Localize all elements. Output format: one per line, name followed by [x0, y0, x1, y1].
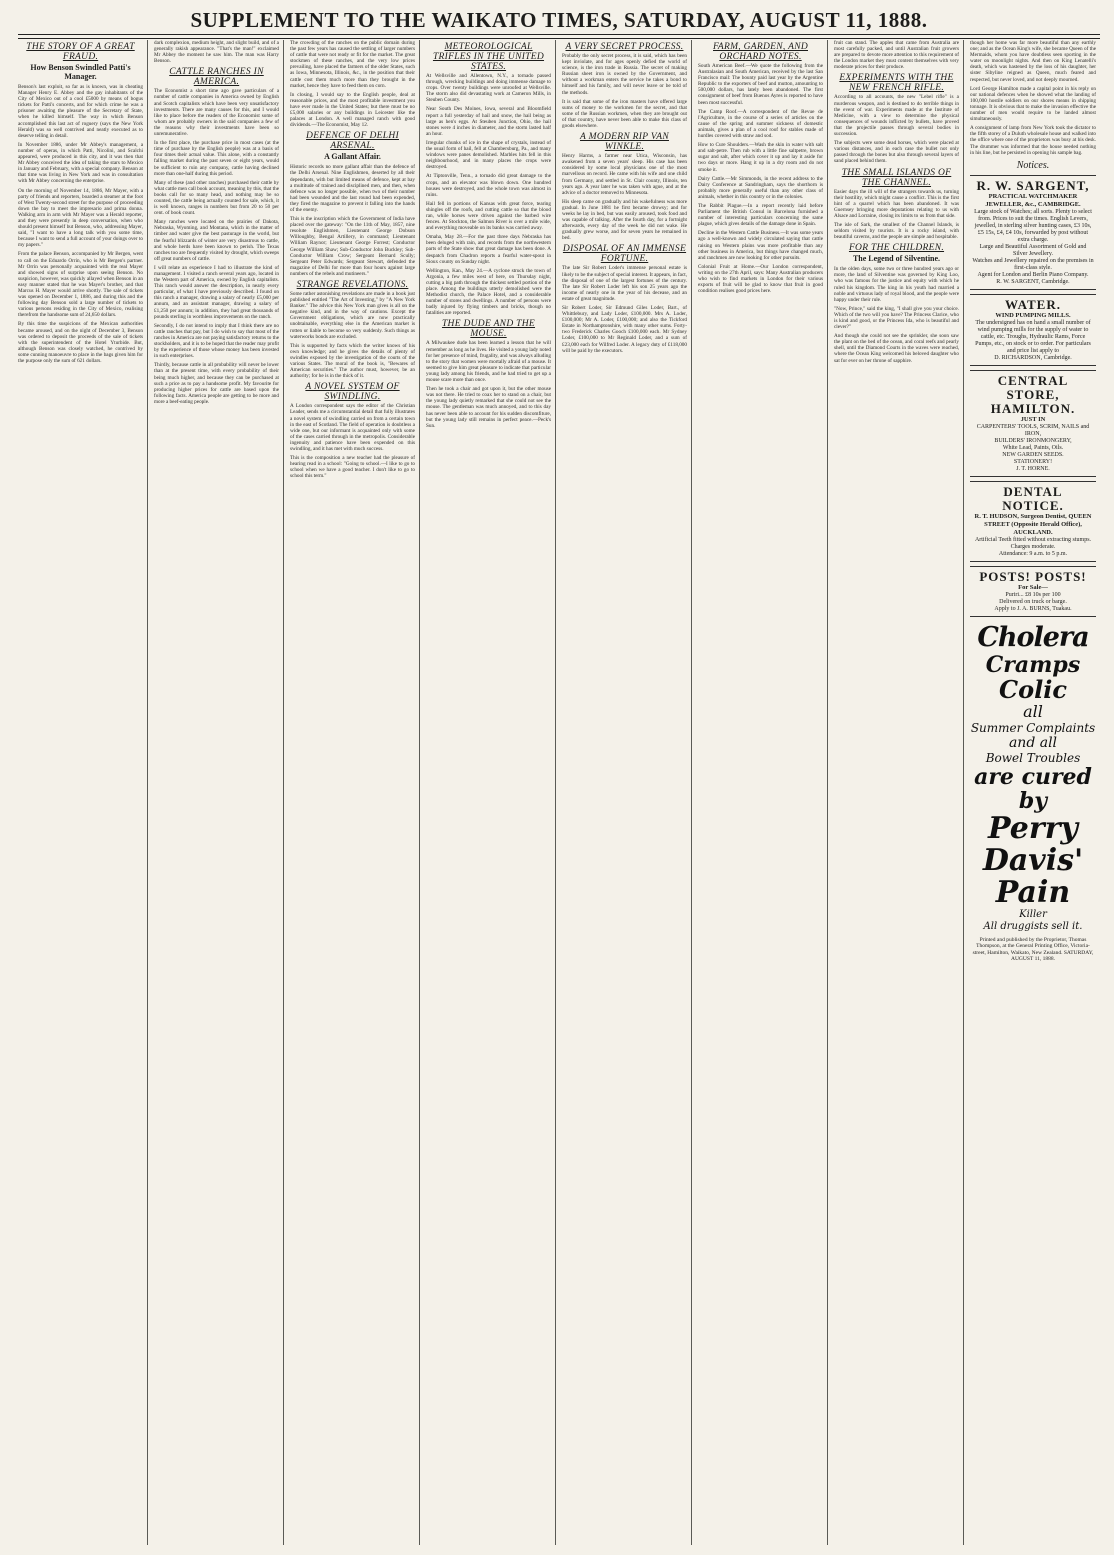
article-paragraph: Easier days the ill will of the strangers towards us, turning their hostility, which might cause a conflict. This is the first hint of a quarrel which has been abandoned. It was Guernsey bringing more deputations relating to us with Alsace and Lorraine, closing its limits to us from that side. — [834, 188, 959, 219]
ad-display-line: All druggists sell it. — [983, 920, 1083, 932]
ad-line: White Lead, Paints, Oils. — [1002, 444, 1064, 451]
article-paragraph: Irregular chunks of ice in the shape of crystals, instead of the usual form of hail, fell at Chambersburg, Pa., and many windows were panes demolished. Marbles hits fell in this neighbourhood, and in many places the crops were destroyed. — [426, 139, 551, 171]
ad-display-line: Pain — [995, 874, 1071, 910]
article-title: THE SMALL ISLANDS OF THE CHANNEL. — [841, 167, 952, 188]
article-paragraph: Omaha, May 28.—For the past three days Nebraska has been deluged with rain, and records from the northwestern parts of the State show that great damage has been done. A despatch from Chadron reports a fearful water-spout in Sioux county on Sunday night. — [426, 234, 551, 265]
advertisement — [970, 175, 1096, 290]
ad-line: J. T. HORNE. — [1016, 465, 1050, 472]
column-8 — [970, 40, 1100, 1545]
article-paragraph: though her home was far more beautiful than any earthly one; and as the Ocean King's wife, she became Queen of the Mermaids, whom you have doubtless seen sporting in the water on moonlight nights. And then on King Lenatelli's death, which was hastened by the loss of his daughter, her sister Sibyline reigned as Queen, much feared and respected, but never loved, and not deeply mourned. — [970, 40, 1096, 83]
article-paragraph: Many of these (and other ranches) purchased their cattle by what cattle men call book account, meaning by this, that the books call for so many head, and nothing may be so counted, the cattle being actually counted for sale, which, it is well known, ranges in numbers but from 20 to 50 per cent. of book count. — [154, 179, 279, 217]
article-title: A NOVEL SYSTEM OF SWINDLING. — [305, 382, 400, 403]
column-7 — [834, 40, 964, 1545]
column-1 — [18, 40, 148, 1545]
article-paragraph: Colonial Fruit at Home.—Our London correspondent, writing on the 27th April, says: Many Australian producers who wish to find markets in London for their various exports of fruit will be glad to know that fruit in good condition realises good prices here. — [698, 263, 823, 295]
article-title: EXPERIMENTS WITH THE NEW FRENCH RIFLE. — [839, 73, 954, 94]
masthead — [18, 6, 1100, 35]
imprint: Printed and published by the Proprietor, Thomas Thompson, at the General Printing Office, Victoria-street, Hamilton, Waikato, New Zealand. SATURDAY, AUGUST 11, 1888. — [972, 936, 1094, 963]
masthead-rule — [18, 38, 1100, 39]
article-paragraph: The late Sir Robert Loder's immense personal estate is likely to be the subject of special interest. It appears, in fact, the disposal of one of the largest fortunes of the century. The late Sir Robert Loder left his son 25 years ago the income of nearly one in the year of his decease, and an estate of great magnitude. — [562, 265, 687, 302]
article-paragraph: At Wellsville and Allentown, N.Y., a tornado passed through, wrecking buildings and doing immense damage to crops. Over twenty buildings were unroofed at Wellsville. The storm also did devastating work at Cameron Mills, in Steuben County. — [426, 73, 551, 104]
ad-title: DENTAL NOTICE. — [1002, 483, 1064, 513]
article-title: FOR THE CHILDREN. — [848, 243, 945, 254]
article-paragraph: The Camp Roof.—A correspondent of the Revue de l'Agriculture, in the course of a series of articles on the cause of the spring and summer sickness of domestic animals, gives a plan of a cool roof for stables made of hurdles covered with straw and sod. — [698, 108, 823, 140]
ad-title: WATER. — [1005, 296, 1061, 312]
advertisement — [970, 294, 1096, 366]
ad-display-line: Killer — [1019, 908, 1047, 920]
article-title: THE DUDE AND THE MOUSE. — [441, 319, 536, 340]
columns — [18, 40, 1100, 1545]
article-paragraph: The Rabbit Plague.—In a report recently laid before Parliament the British Consul in Barcelona furnished a number of interesting particulars concerning the same plague, which gives details of the damage done in Spain. — [698, 202, 823, 228]
ad-line: Large stock of Watches; all sorts. Plenty to select from. Prices to suit the times. English Levers, jewelled, in sterling silver hunting cases, £3 10s, £5 15s, £4, £4 10s, forwarded by post without extra charge. — [974, 208, 1092, 243]
ad-line: D. RICHARDSON, Cambridge. — [994, 354, 1072, 361]
article-paragraph: This is the composition a new teacher had the pleasure of hearing read in a school: "Going to school.—I like to go to school when we have a good teacher. I don't like to go to school this term." — [290, 455, 415, 480]
article-paragraph: By this time the suspicions of the Mexican authorities became aroused, and on the night of December 3, Benson was ordered to deposit the proceeds of the sale of tickets with the superintendent of the Hotel Yturbide. But, although Benson was closely watched, he contrived by some cunning manoeuvre to place in the bags given him for the purpose only the sum of 621 dollars. — [18, 321, 143, 365]
article-title: DEFENCE OF DELHI ARSENAL. — [306, 131, 399, 152]
article-paragraph: According to all accounts, the new "Lebel rifle" is a murderous weapon, and is destined to do terrible things in the event of war. Experiments made at the Institute of Medicine, with a view to determine the physical consequences of wounds inflicted by bullets, have proved that the projectile passes through several bodies in succession. — [834, 94, 959, 138]
advertisement — [970, 566, 1096, 617]
article-paragraph: Hail fell in portions of Kansas with great force, tearing shingles off the roofs, and cutting cattle so that the blood ran, while horses were driven against the barbed wire fences. At Stockton, the Salmon River is over a mile wide, and everything moveable on its banks was carried away. — [426, 200, 551, 232]
advertisement — [970, 481, 1096, 562]
article-subtitle: A Gallant Affair. — [324, 152, 381, 162]
column-5 — [562, 40, 692, 1545]
ad-line: STATIONERY! — [1013, 458, 1053, 465]
article-paragraph: At Tiptonville, Tenn., a tornado did great damage to the crops, and an elevator was blown down. One hundred houses were destroyed, and the whole town was almost in ruins. — [426, 173, 551, 198]
ad-display-line: Summer Complaints — [970, 720, 1096, 735]
ad-title: CENTRAL STORE, HAMILTON. — [990, 372, 1076, 416]
article-paragraph: A Milwaukee dude has been learned a lesson that he will remember as long as he lives. He visited a young lady noted for her presence of mind, frugality, and was always alluding to the story that women were mortally afraid of a mouse. It seemed to give him great pleasure to indicate that particular young lady among his friends, and he had tried to get up a mouse scare more than once. — [426, 340, 551, 384]
ad-line: Delivered on truck or barge. — [999, 598, 1067, 605]
article-paragraph: This is supported by facts which the writer knows of his own knowledge; and he gives the details of plenty of swindles exposed by the investigation of the courts of the various States. The moral of the book is, "Bewares of American securities." The author must, however, be an authority; for he is in the thick of it. — [290, 342, 415, 380]
ad-subtitle: R. T. HUDSON, Surgeon Dentist, QUEEN STREET (Opposite Herald Office), AUCKLAND. — [974, 512, 1092, 536]
article-title: METEOROLOGICAL TRIFLES IN THE UNITED STATES. — [432, 42, 545, 72]
article-paragraph: In the first place, the purchase price in most cases (at the time of purchase by the English people) was at a basis of four times their actual value. This alone, with a constantly falling market during the past seven or eight years, would be sufficient to ruin any company, cattle having declined more than one-half during this period. — [154, 140, 279, 177]
article-paragraph: I will relate an experience I had to illustrate the kind of management. I visited a ranch several years ago, located in the Western part of America, owned by English capitalists. This ranch would answer the description, in nearly every particular, of what I have previously described. I found on this ranch a manager, drawing a salary of nearly £5,000 per annum, and an assistant manager, drawing a salary of £1,250 per annum; in addition, they had great thousands of pounds sterling in worthless improvements on the ranch. — [154, 264, 279, 320]
ad-display-line: Cramps — [985, 651, 1081, 678]
ad-line: BUILDERS' IRONMONGERY, — [994, 437, 1072, 444]
article-paragraph: The subjects were some dead horses, which were placed at various distances, and in each case the bullet not only passed through the bones but also through several layers of sand placed behind them. — [834, 140, 959, 165]
article-paragraph: Historic records no more gallant affair than the defence of the Delhi Arsenal. Nine Englishmen, deserted by all their dependants, with but limited means of defence, kept at bay a multitude of trained and disciplined men, and then, when defence was no longer possible, when two of their number had been wounded and the last round had been expended, they fired the magazine to prevent it falling into the hands of the enemy. — [290, 164, 415, 213]
column-6 — [698, 40, 828, 1545]
article-title: CATTLE RANCHES IN AMERICA. — [169, 67, 264, 88]
article-subtitle: The Legend of Silventine. — [852, 254, 941, 264]
column-4 — [426, 40, 556, 1545]
article-paragraph: Decline in the Western Cattle Business.—It was some years ago a well-known and widely circulated saying that cattle raising on Western plains was more profitable than any other business in America, but things have changed much, and ranchmen are now looking for other pursuits. — [698, 230, 823, 261]
article-paragraph: Lord George Hamilton made a capital point in his reply on our national defences when he showed what the landing of 100,000 hostile soldiers on our shores means in shipping tonnage. It is obvious that to make the invasion effective the number of men would require to be landed almost simultaneously. — [970, 85, 1096, 123]
article-title: A VERY SECRET PROCESS. — [565, 42, 684, 52]
pain-killer-advertisement — [970, 623, 1096, 933]
ad-subtitle: For Sale— — [1018, 583, 1048, 591]
article-paragraph: The crowding of the ranches on the public domain during the past few years has caused the settling of larger numbers of cattle that were not ready or fit for the market. The great stockmen of these ranches, and the very low prices prevailing, have placed the farmers of the older States, such as Iowa, Minnesota, Illinois, &c., in the position that their cattle cost them much more than they brought in the market, hence they have to feed them on corn. — [290, 40, 415, 89]
ad-display-line: are cured by — [974, 763, 1092, 814]
ad-title: R. W. SARGENT, — [976, 177, 1090, 193]
article-paragraph: Sir Robert Loder, Sir Edmund Giles Loder, Bart., of Whittlebury, and Lady Loder, £100,000. Mrs A. Loder, £100,000; Mr A. Loder, £100,000; and also the Tickford Estate in Northamptonshire, with many other sums. Forty-two Frederick Charles Gooch £100,000 each. Mr Sydney Loder, £100,000 to Mr Reginald Loder, and a sum of £23,000 each for Wilfred Loder. A legacy duty of £118,000 will be paid by the executors. — [562, 305, 687, 354]
article-paragraph: And though she could not see the sprinkler, she soon saw the plant on the bed of the ocean, and coral reefs and pearly shell, until the Diamond Courts in the waves were reached, where the Ocean King welcomed his beloved daughter who sat for ever on her throne of sapphire. — [834, 333, 959, 364]
article-paragraph: Near South Des Moines, Iowa, several and Bloomfield report a full yesterday of hail and snow, the hail being as large as hen's eggs. At Steuben Junction, Ohio, the hail stones were 4 inches in diameter, and the storm lasted half an hour. — [426, 106, 551, 137]
article-paragraph: A London correspondent says the editor of the Christian Leader, sends me a circumstantial detail that fully illustrates a novel system of swindling carried on from a certain town in the east of Scotland. The field of operation is doubtless a wide one, but our informant is acquainted only with some of the cases carried through in the metropolis. Considerable ingenuity and patience have been expended on this swindling, and it has met with much success. — [290, 403, 415, 452]
ad-line: R. W. SARGENT, Cambridge. — [996, 278, 1070, 285]
ad-subtitle: JUST IN — [1020, 415, 1046, 423]
article-paragraph: Benson's last exploit, so far as is known, was in cheating Manager Henry E. Abbey and the gay inhabitants of the City of Mexico out of a cool £5000 by means of bogus tickets for Patti's concerts, and for which crime he was a prisoner awaiting the pleasure of the Secretary of State, when he killed himself. The way in which Benson accomplished this last act of roguery (says the New York Herald) was so well contrived and neatly executed as to deserve telling in detail. — [18, 84, 143, 139]
article-paragraph: How to Cure Shoulders.—Wash the skin in water with salt and salt-petre. Then rub with a little fine saltpetre, brown sugar and salt, after which cover it up and lay it aside for two days or more. Hang it up in a dry room and do not smoke it. — [698, 142, 823, 173]
article-paragraph: In the olden days, some two or three hundred years ago or more, the land of Silventine was governed by King Loo, who was famous for the justice and equity with which he ruled his kingdom. The king in his youth had married a noble and virtuous lady of royal blood, and the people were happy under their rule. — [834, 266, 959, 303]
ad-line: Attendance: 9 a.m. to 5 p.m. — [998, 550, 1068, 557]
ad-line: CARPENTERS' TOOLS, SCRIM, NAILS and IRON, — [976, 423, 1090, 437]
article-paragraph: In closing, I would say to the English people, deal at reasonable prices, and the most profitable investment you have ever made in the United States; but there must be no £5,000 salaries or any buildings in Leicester like the palaces at London. A well managed ranch with good dividends.—The Economist, May 12. — [290, 91, 415, 129]
ad-title: POSTS! POSTS! — [979, 568, 1087, 584]
article-paragraph: Thirdly, because cattle in all probability will never be lower than at the present time, with every probability of their being much higher, and because they can be purchased at such a price as to pay a handsome profit. My favourite for producing higher prices for cattle are based upon the following facts. America people are getting to be more and more a beef-eating people. — [154, 362, 279, 405]
article-paragraph: This is the inscription which the Government of India have placed over the gateway: "On the 11th of May, 1857, nine resolute Englishmen, Lieutenant George Dobson Willoughby, Bengal Artillery, in command; Lieutenant William Raynor; Lieutenant George Forrest; Conductor George William Shaw; Sub-Conductor John Buckley; Sub-Conductor William Crow; Sergeant Bernard Scully; Sergeant Peter Edwards; Sergeant Stewart, defended the magazine of Delhi for more than four hours against large numbers of the rebels and mutineers." — [290, 216, 415, 277]
article-title: DISPOSAL OF AN IMMENSE FORTUNE. — [562, 244, 687, 265]
advertisement — [970, 370, 1096, 477]
ad-line: Agent for London and Berlin Piano Company. — [977, 271, 1089, 278]
article-paragraph: Then he took a chair and got upon it, but the other mouse was not there. He tried to coax her to stand on a chair, but the young lady quietly remarked that she could not see the mouse. The gentleman was much annoyed, and to this day has never been able to account for his sudden discomfiture, but the young lady still remains in perfect peace.—Peck's Sun. — [426, 386, 551, 429]
ad-display-line: Bowel Troubles — [985, 750, 1081, 765]
article-paragraph: On the morning of November 14, 1886, Mr Mayer, with a party of friends and reporters, boarded a steamer at the foot of West Twenty-second street for the purpose of proceeding down the bay to meet the impresario and prima donna. Walking arm in arm with Mr Mayer was a Herald reporter, and they were presently in deep conversation, when who should present himself but Benson, who, addressing Mayer, said, "I want to have a long talk with you some time, because I want to send a full account of your doings over to my papers." — [18, 187, 143, 249]
ad-display-line: Colic — [999, 674, 1067, 704]
article-paragraph: It is said that some of the iron masters have offered large sums of money to the workmen for the secret, and that some of the Russian workmen, when they are brought out of that country, have never been able to make this class of goods elsewhere. — [562, 98, 687, 130]
article-paragraph: A consignment of lamp from New York took the dictator to the fifth storey of a Duluth wholesale house and walked into the office where one of the proprietors was busy at his desk. The drummer was informed that the house needed nothing in his line, but he persisted in opening his sample bag. — [970, 125, 1096, 156]
article-paragraph: In November 1886, under Mr Abbey's management, a number of operas, in which Patti, Nicolini, and Scalchi appeared, were produced in this city, and it was then that Mr Abbey conceived the idea of taking the stars to Mexico in January and February, with a special company. Benson at that time was living in New York and was in consultation with Mr Abbey concerning the enterprise. — [18, 141, 143, 185]
article-paragraph: fruit can stand. The apples that came from Australia are most carefully packed, and until Australian fruit growers are prepared to devote more attention to this requirement of the London market they must content themselves with very moderate prices for their produce. — [834, 40, 959, 71]
article-paragraph: Many ranches were located on the prairies of Dakota, Nebraska, Wyoming, and Montana, which in the matter of timber and water give the best pasturage in the world, but the fearful blizzards of winter are very disastrous to cattle, and whole herds have been known to perish. The Texas ranches too are frequently visited by drought, which sweeps off great numbers of cattle. — [154, 219, 279, 262]
article-paragraph: Some rather astonishing revelations are made in a book just published entitled "The Art of Investing," by "A New York Banker." The advice this New York man gives is all on the negative kind, and in the way of cautions. Except the Government obligations, which are now practically unobtainable, everything else in the American market is rotten or liable to become so very suddenly. Such things as waterworks bonds are excluded. — [290, 291, 415, 340]
article-paragraph: Secondly, I do not intend to imply that I think there are no cattle ranches that pay, but I do wish to say that most of the ranches in America are not paying satisfactory returns to the stockholders, and it is to be hoped that the reader may profit by the experience of those whose money has been invested in such enterprises. — [154, 322, 279, 360]
column-3 — [290, 40, 420, 1545]
article-title: FARM, GARDEN, AND ORCHARD NOTES. — [713, 42, 808, 62]
article-subtitle: How Benson Swindled Patti's Manager. — [30, 63, 131, 81]
article-title: A MODERN RIP VAN WINKLE. — [580, 132, 669, 153]
ad-line: Puriri... £8 10s per 100 — [1005, 591, 1061, 598]
ad-subtitle: PRACTICAL WATCHMAKER JEWELLER, &c., CAMBRIDGE. — [985, 192, 1081, 208]
article-title: THE STORY OF A GREAT FRAUD. — [26, 42, 135, 62]
ad-line: Large and Beautiful Assortment of Gold and Silver Jewellery. — [979, 243, 1087, 257]
article-paragraph: From the palace Benson, accompanied by Mr Bergen, went to call on the Eduardo Orrin, who is Mr Bergen's partner. Mr Orrin was personally acquainted with the real Mayer and showed signs of surprise upon seeing Benson. No suspicion, however, was quickly allayed when Benson in an easy manner stated that he was Mayer's brother, and that Marcus H. Mayer would arrive shortly. The sale of tickets was opened on December 1, 1886, and during this and the following day Benson sold a large number of tickets to various persons residing in the City of Mexico, realising therefrom the handsome sum of 24,650 dollars. — [18, 251, 143, 319]
ad-display-line: Perry Davis' — [982, 810, 1084, 878]
ad-subtitle: WIND PUMPING MILLS. — [995, 311, 1071, 319]
ad-line: The undersigned has on hand a small number of wind pumping mills for the supply of water to cattle, etc. Troughs, Hydraulic Rams, Force Pumps, etc., on stock or to order. For particulars and price list apply to — [975, 319, 1091, 354]
masthead-title: SUPPLEMENT TO THE WAIKATO TIMES, SATURDAY, AUGUST 11, 1888. — [190, 8, 928, 32]
ad-line: Artificial Teeth fitted without extracting stumps. Charges moderate. — [974, 536, 1092, 550]
ad-display-line: Cholera — [977, 621, 1089, 653]
article-paragraph: Probably the only secret process, it is said, which has been kept inviolate, and for ages openly defied the world of science, is the iron trade in Russia. The secret of making Russian sheet iron is owned by the Government, and without a workman enters the service he takes a bond to himself and his family, and will never leave or be told of the methods. — [562, 53, 687, 96]
ad-line: Watches and Jewellery repaired on the premises in first-class style. — [972, 257, 1094, 271]
ad-line: NEW GARDEN SEEDS. — [1002, 451, 1064, 458]
article-paragraph: South American Beef.—We quote the following from the Australasian and South American, received by the last San Francisco mail: The bounty paid last year by the Argentine Republic to the exporters of beef and mutton, amounting to 500,000 dollars, has lately been abandoned. The first consignment of beef from Buenos Ayres is reported to have been most successful. — [698, 63, 823, 106]
article-paragraph: The Economist a short time ago gave particulars of a number of cattle companies in America owned by English and Scotch capitalists which have been very unsatisfactory investments. There are many causes for this, and I would like to place before the readers of the Economist some of whom are probably owners in the said companies a few of the reasons why their investments have been so unremunerative. — [154, 88, 279, 138]
article-title: STRANGE REVELATIONS. — [296, 280, 409, 290]
ad-line: Apply to J. A. BURNS, Tuakau. — [994, 605, 1072, 612]
notices-heading: Notices. — [1016, 159, 1050, 171]
article-paragraph: Henry Harms, a farmer near Utica, Wisconsin, has awakened from a seven years' sleep. His case has been considered by some local physicians one of the most marvellous on record. He came with his wife and one child from Germany, and settled in St. Clair county, Illinois, ten years ago. A year later he was taken with ague, and at the advice of a doctor removed to Minnesota. — [562, 153, 687, 196]
article-paragraph: "Now, Prince," said the king, "I shall give you your choice. Which of the two will you have? The Princess Clarice, who is kind and good, or the Princess Ida, who is beautiful and clever?" — [834, 305, 959, 331]
article-paragraph: His sleep came on gradually and his wakefulness was more gradual. In June 1881 he first became drowsy; and for weeks he lay in bed, but was easily aroused, took food and was capable of talking. After the fourth day, for a fortnight afterwards, every day of the week he did not wake. He gradually grew worse, and for seven years he remained in bed. — [562, 198, 687, 242]
article-paragraph: dark complexion, medium height, and slight build, and of a generally rakish appearance. "That's the man!" exclaimed Mr Abbey the moment he saw him. The man was Harry Benson. — [154, 40, 279, 65]
column-2 — [154, 40, 284, 1545]
ad-display-line: all — [1023, 701, 1043, 721]
article-paragraph: Wellington, Kan., May 24.—A cyclone struck the town of Argonia, a few miles west of here, on Thursday night, cutting a big path through the thickest settled portion of the place. Among the buildings utterly demolished were the Methodist church, the Palace Hotel, and a considerable number of stores and dwellings. A number of persons were badly injured by flying timbers and bricks, though no fatalities are reported. — [426, 267, 551, 317]
ad-display-line: and all — [1008, 734, 1058, 751]
article-paragraph: Dairy Cattle.—Mr Simmonds, in the recent address to the Dairy Conference at Sandringham, says the shorthorn is probably more generally useful than any other class of animals, whether in this country or in the colonies. — [698, 175, 823, 200]
article-paragraph: The isle of Sark, the smallest of the Channel Islands, is seldom visited by tourists. It is a rocky island, with beautiful caverns, and the people are simple and hospitable. — [834, 221, 959, 241]
